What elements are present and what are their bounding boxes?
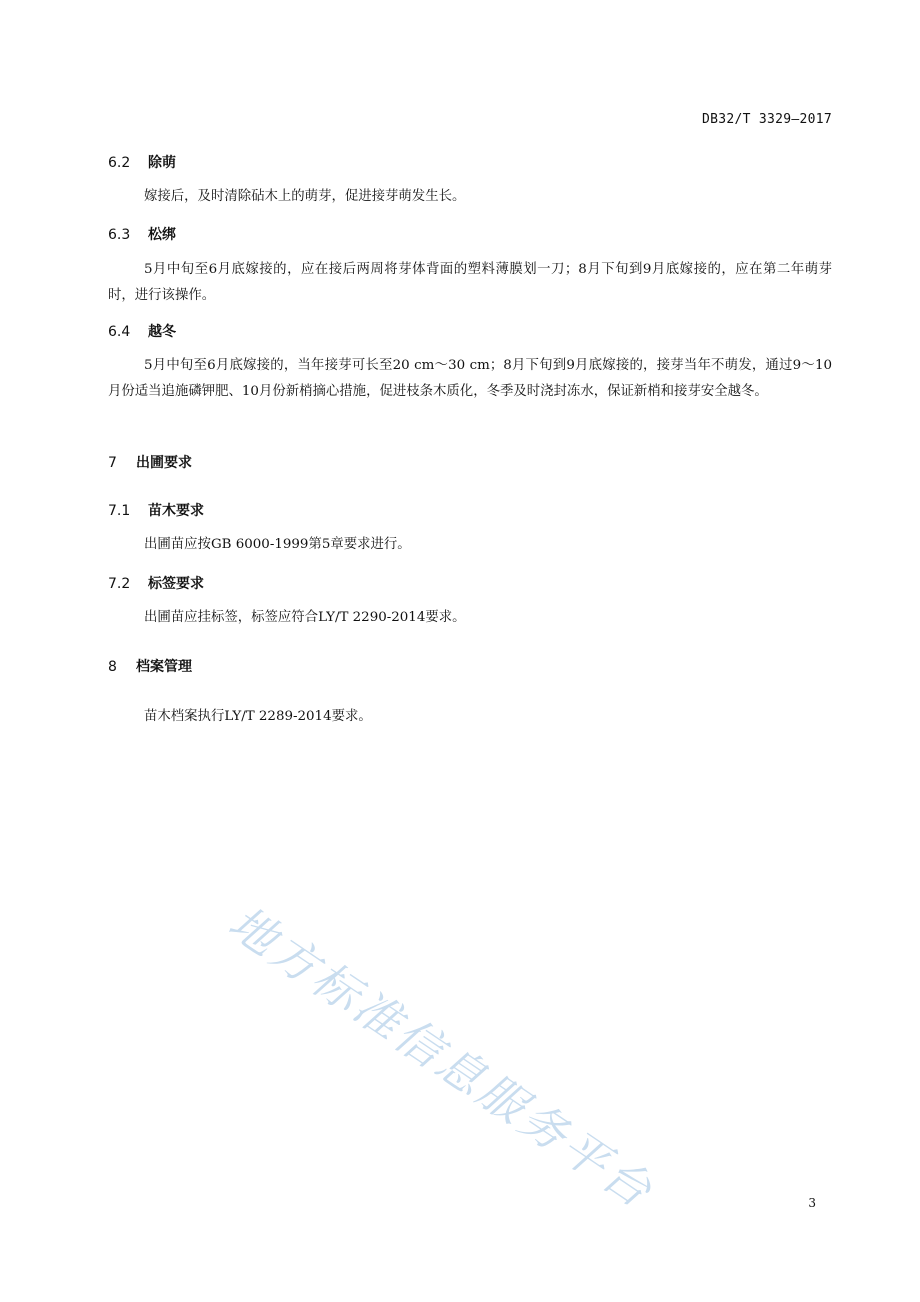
section-text-6-2: 嫁接后，及时清除砧木上的萌芽，促进接芽萌发生长。 (144, 189, 466, 204)
section-number: 7.1 (108, 503, 131, 519)
chapter-number: 7 (108, 455, 117, 471)
section-number: 6.2 (108, 155, 131, 171)
section-number: 6.4 (108, 324, 131, 340)
section-text-6-4: 5月中旬至6月底嫁接的，当年接芽可长至20 cm～30 cm；8月下旬到9月底嫁接的，接芽当年不萌发，通过9～10月份适当追施磷钾肥、10月份新梢摘心措施，促进枝条木质化，冬季及时浇封冻水，保证新梢和接芽安全越冬。 (108, 358, 832, 399)
section-heading-7-2 (108, 573, 204, 593)
section-heading-6-3 (108, 224, 176, 244)
section-title: 苗木要求 (148, 503, 204, 519)
section-title: 松绑 (148, 227, 176, 243)
section-title: 标签要求 (148, 576, 204, 592)
section-text-7-1: 出圃苗应按GB 6000-1999第5章要求进行。 (144, 537, 411, 552)
section-text-7-2: 出圃苗应挂标签，标签应符合LY/T 2290-2014要求。 (144, 610, 466, 625)
chapter-number: 8 (108, 659, 117, 675)
watermark: 地方标准信息服务平台 (219, 895, 664, 1220)
section-title: 越冬 (148, 324, 176, 340)
chapter-text-8: 苗木档案执行LY/T 2289-2014要求。 (144, 709, 372, 724)
chapter-title: 出圃要求 (136, 455, 192, 471)
section-text-6-3: 5月中旬至6月底嫁接的，应在接后两周将芽体背面的塑料薄膜划一刀；8月下旬到9月底嫁接的，应在第二年萌芽时，进行该操作。 (108, 262, 832, 303)
page-number: 3 (808, 1196, 816, 1210)
chapter-heading-7 (108, 452, 192, 472)
section-title: 除萌 (148, 155, 176, 171)
section-number: 6.3 (108, 227, 131, 243)
chapter-title: 档案管理 (136, 659, 192, 675)
section-number: 7.2 (108, 576, 131, 592)
section-heading-6-4 (108, 321, 176, 341)
section-heading-6-2 (108, 152, 176, 172)
section-heading-7-1 (108, 500, 204, 520)
document-code: DB32/T 3329—2017 (701, 112, 832, 127)
chapter-heading-8 (108, 656, 192, 676)
